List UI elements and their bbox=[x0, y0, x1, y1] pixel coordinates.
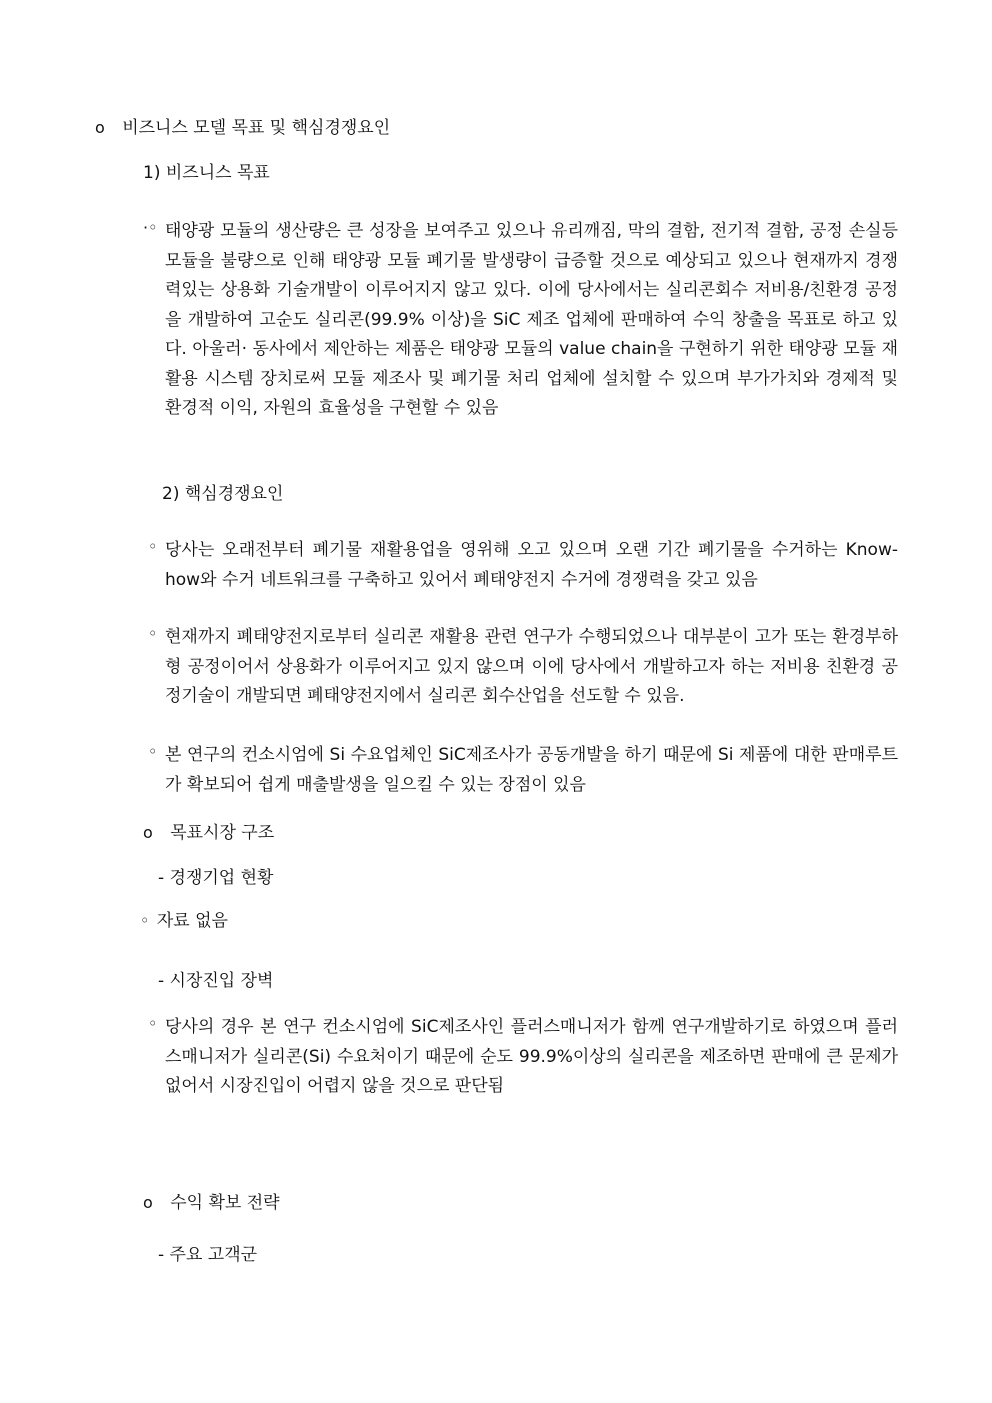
list-item-text: 자료 없음 bbox=[156, 911, 228, 931]
bullet-marker: ◦ bbox=[148, 537, 158, 556]
subsection-title: - 시장진입 장벽 bbox=[158, 971, 274, 991]
bullet-marker: o bbox=[143, 823, 153, 842]
subsection-title: - 주요 고객군 bbox=[158, 1245, 258, 1265]
bullet-marker: ◦ bbox=[148, 1014, 158, 1033]
bullet-marker: ·◦ bbox=[143, 218, 158, 237]
paragraph: 현재까지 폐태양전지로부터 실리콘 재활용 관련 연구가 수행되었으나 대부분이 고가 또는 환경부하형 공정이어서 상용화가 이루어지고 있지 않으며 이에 당사에서 개발하고자 하는 저비용 친환경 공정기술이 개발되면 폐태양전지에서 실리콘 회수산업을 선도할 수 있음. bbox=[165, 627, 898, 706]
bullet-marker: ◦ bbox=[140, 911, 150, 930]
list-item bbox=[140, 910, 228, 932]
subsection-title: - 경쟁기업 현황 bbox=[158, 868, 274, 888]
paragraph: 태양광 모듈의 생산량은 큰 성장을 보여주고 있으나 유리깨짐, 막의 결함, 전기적 결함, 공정 손실등 모듈을 불량으로 인해 태양광 모듈 폐기물 발생량이 급증할 것으로 예상되고 있으나 현재까지 경쟁력있는 상용화 기술개발이 이루어지지 않고 있다. 이에 당사에서는 실리콘회수 저비용/친환경 공정을 개발하여 고순도 실리콘(99.9% 이상)을 SiC 제조 업체에 판매하여 수익 창출을 목표로 하고 있다. 아울러· 동사에서 제안하는 제품은 태양광 모듈의 value chain을 구현하기 위한 태양광 모듈 재활용 시스템 장치로써 모듈 제조사 및 폐기물 처리 업체에 설치할 수 있으며 부가가치와 경제적 및 환경적 이익, 자원의 효율성을 구현할 수 있음 bbox=[165, 221, 898, 418]
subsection-title: 2) 핵심경쟁요인 bbox=[162, 484, 284, 504]
section-heading bbox=[143, 822, 274, 844]
paragraph: 당사의 경우 본 연구 컨소시엄에 SiC제조사인 플러스매니저가 함께 연구개발하기로 하였으며 플러스매니저가 실리콘(Si) 수요처이기 때문에 순도 99.9%이상의 실리콘을 제조하면 판매에 큰 문제가 없어서 시장진입이 어렵지 않을 것으로 판단됨 bbox=[165, 1017, 898, 1096]
section-title: 비즈니스 모델 목표 및 핵심경쟁요인 bbox=[122, 118, 391, 138]
bullet-marker: o bbox=[143, 1193, 153, 1212]
section-title: 수익 확보 전략 bbox=[170, 1193, 280, 1213]
paragraph: 본 연구의 컨소시엄에 Si 수요업체인 SiC제조사가 공동개발을 하기 때문에 Si 제품에 대한 판매루트가 확보되어 쉽게 매출발생을 일으킬 수 있는 장점이 있음 bbox=[165, 745, 898, 795]
section-heading bbox=[95, 117, 390, 139]
section-title: 목표시장 구조 bbox=[170, 823, 275, 843]
subsection-title: 1) 비즈니스 목표 bbox=[143, 163, 270, 183]
bullet-marker: ◦ bbox=[148, 742, 158, 761]
bullet-marker: ◦ bbox=[148, 624, 158, 643]
bullet-marker: o bbox=[95, 118, 105, 137]
section-heading bbox=[143, 1192, 280, 1214]
paragraph: 당사는 오래전부터 폐기물 재활용업을 영위해 오고 있으며 오랜 기간 폐기물을 수거하는 Know-how와 수거 네트워크를 구축하고 있어서 폐태양전지 수거에 경쟁력을 갖고 있음 bbox=[165, 540, 898, 590]
